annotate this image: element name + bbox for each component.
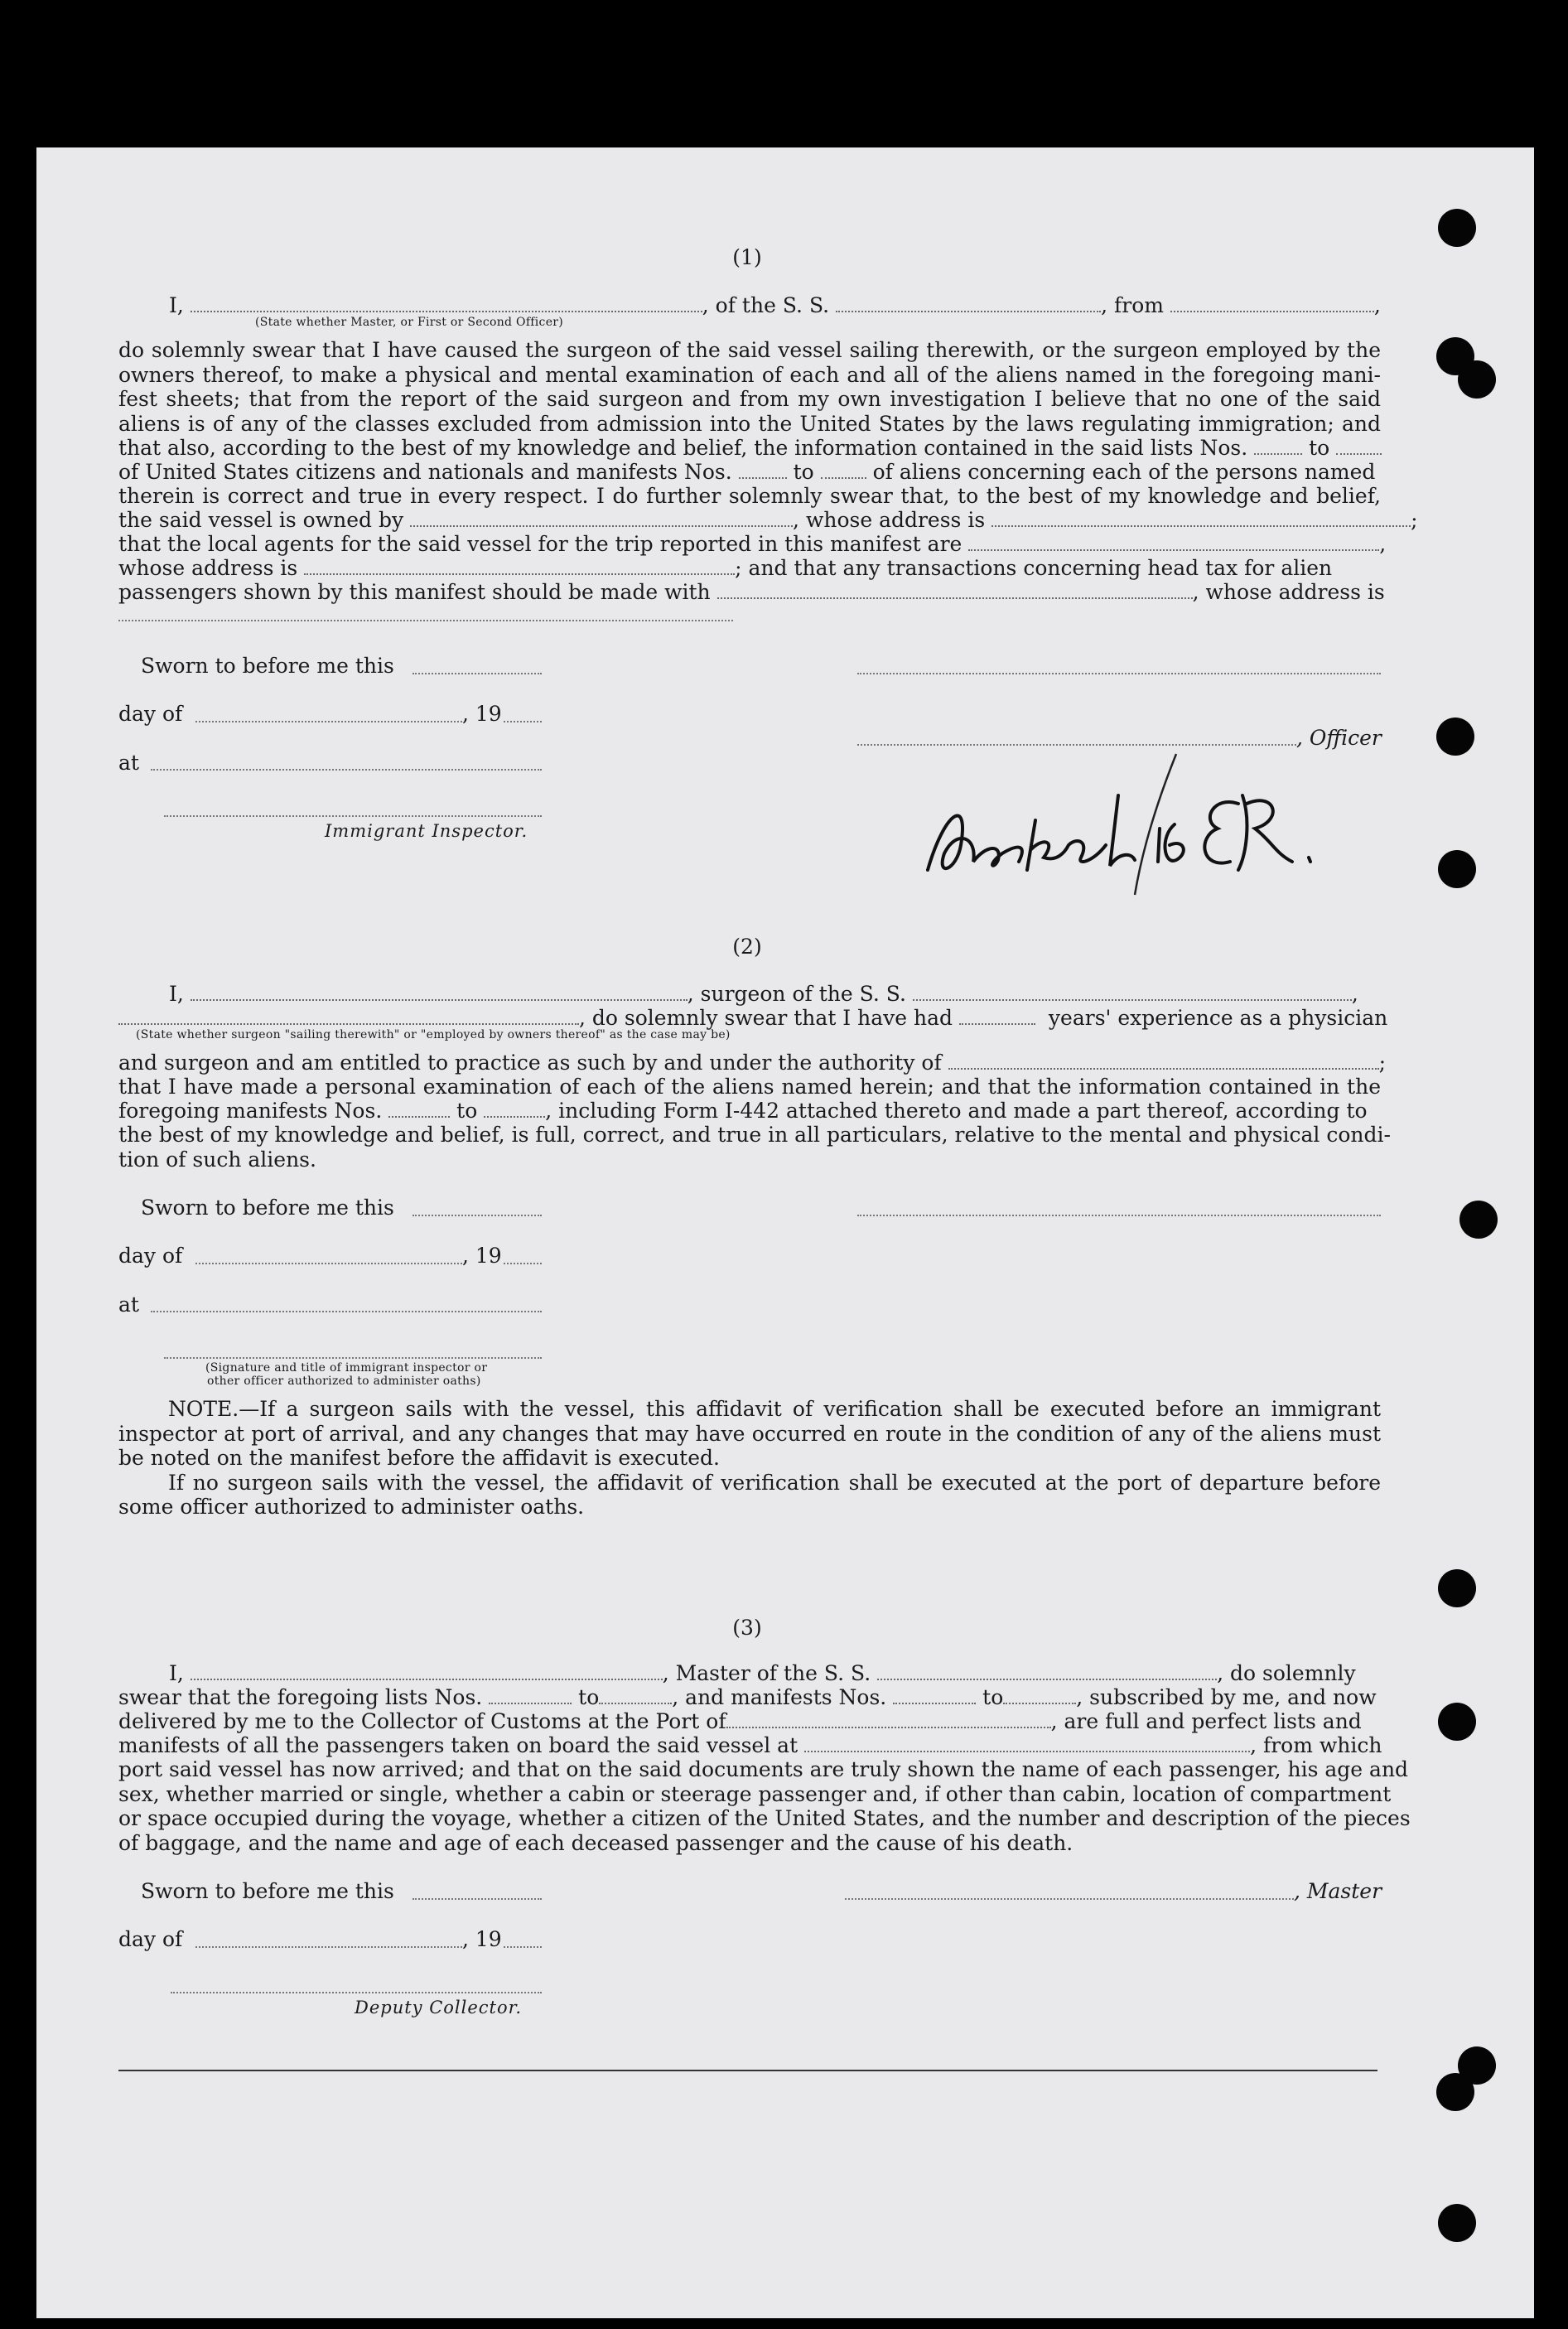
deputy-collector-label: Deputy Collector. <box>355 1998 523 2017</box>
text-line: that I have made a personal examination of each of the aliens named herein; and that the information contained in the <box>118 1075 1381 1099</box>
form-line <box>118 1099 1368 1123</box>
blank-field[interactable] <box>191 296 702 312</box>
punch-hole <box>1436 718 1474 756</box>
form-label: at <box>118 751 139 775</box>
form-text: , from which <box>1250 1733 1382 1757</box>
text-line: or space occupied during the voyage, whether a citizen of the United States, and the number and description of the pieces <box>118 1806 1411 1830</box>
text-line: therein is correct and true in every respect. I do further solemnly swear that, to the best of my knowledge and belief, <box>118 484 1381 508</box>
text-line: aliens is of any of the classes excluded from admission into the United States by the laws regulating immigration; and <box>118 411 1381 436</box>
form-label: Sworn to before me this <box>141 654 394 678</box>
form-text: , do solemnly swear that I have had <box>579 1006 953 1030</box>
blank-field[interactable] <box>717 582 1193 599</box>
blank-field[interactable] <box>304 558 735 575</box>
punch-hole <box>1436 2073 1474 2111</box>
form-text: to <box>456 1099 478 1123</box>
blank-field[interactable] <box>893 1688 976 1704</box>
bottom-rule <box>118 2070 1377 2071</box>
field-note: (State whether surgeon "sailing therewith" or "employed by owners thereof" as the case may be) <box>136 1028 731 1041</box>
form-line <box>118 1685 1377 1710</box>
section-number: (3) <box>732 1616 762 1640</box>
handwritten-annotation <box>911 746 1375 911</box>
blank-field[interactable] <box>821 462 866 479</box>
field-note: (State whether Master, or First or Second Officer) <box>255 316 564 329</box>
blank-field[interactable] <box>118 620 733 621</box>
form-line <box>118 460 1375 485</box>
blank-field[interactable] <box>948 1053 1379 1070</box>
blank-field[interactable] <box>191 1664 663 1680</box>
form-text: , of the S. S. <box>702 293 830 317</box>
blank-field[interactable] <box>195 1946 462 1948</box>
section-number: (1) <box>732 245 762 269</box>
form-text: , <box>1351 982 1358 1006</box>
form-text: to <box>578 1685 600 1709</box>
form-text: delivered by me to the Collector of Customs at the Port of <box>118 1709 726 1733</box>
signature-line[interactable] <box>845 1898 1294 1900</box>
paragraph <box>118 338 1381 436</box>
form-text: of aliens concerning each of the persons named <box>872 460 1376 484</box>
blank-field[interactable] <box>413 1215 542 1216</box>
blank-field[interactable] <box>195 721 462 722</box>
form-line <box>118 556 1332 581</box>
form-line <box>118 532 1386 557</box>
form-text: , <box>1379 532 1387 556</box>
blank-field[interactable] <box>151 769 542 771</box>
form-text: to <box>1309 436 1330 460</box>
form-text: , whose address is <box>793 508 986 532</box>
blank-field[interactable] <box>1003 1688 1076 1704</box>
form-text: that the local agents for the said vessel for the trip reported in this manifest are <box>118 532 963 556</box>
note-paragraph <box>118 1397 1381 1520</box>
signature-line[interactable] <box>164 1357 542 1359</box>
form-text: to <box>982 1685 1004 1709</box>
form-text: ; <box>1378 1051 1387 1075</box>
paragraph <box>118 1123 1391 1172</box>
blank-field[interactable] <box>410 510 793 527</box>
blank-field[interactable] <box>1336 438 1382 455</box>
blank-field[interactable] <box>959 1008 1035 1025</box>
paragraph <box>118 1075 1381 1099</box>
punch-hole <box>1458 360 1496 399</box>
form-text: I, <box>169 293 184 317</box>
blank-field[interactable] <box>195 1263 462 1264</box>
punch-hole <box>1438 1569 1476 1607</box>
form-text: of United States citizens and nationals and manifests Nos. <box>118 460 732 484</box>
punch-hole <box>1438 1703 1476 1741</box>
form-text: I, <box>169 1661 184 1685</box>
blank-field[interactable] <box>726 1712 1051 1728</box>
blank-field[interactable] <box>489 1688 572 1704</box>
blank-field[interactable] <box>504 721 542 722</box>
form-line <box>118 1051 1386 1075</box>
form-text: , including Form I-442 attached thereto and made a part thereof, according to <box>545 1099 1368 1123</box>
blank-field[interactable] <box>599 1688 672 1704</box>
form-line <box>169 1661 1356 1686</box>
form-text: passengers shown by this manifest should be made with <box>118 580 711 604</box>
blank-field[interactable] <box>504 1946 542 1948</box>
form-text: foregoing manifests Nos. <box>118 1099 383 1123</box>
form-text: and surgeon and am entitled to practice as such by and under the authority of <box>118 1051 942 1075</box>
form-text: ; and that any transactions concerning head tax for alien <box>735 556 1333 580</box>
blank-field[interactable] <box>413 673 542 674</box>
form-label: Sworn to before me this <box>141 1196 394 1220</box>
form-text: , surgeon of the S. S. <box>687 982 906 1006</box>
form-text: years' experience as a physician <box>1048 1006 1388 1030</box>
punch-hole <box>1438 850 1476 888</box>
signature-note: (Signature and title of immigrant inspector or <box>205 1361 488 1375</box>
form-line <box>118 1709 1362 1734</box>
text-line: of baggage, and the name and age of each deceased passenger and the cause of his death. <box>118 1830 1073 1855</box>
text-line: tion of such aliens. <box>118 1147 316 1172</box>
signature-line[interactable] <box>857 1215 1381 1216</box>
blank-field[interactable] <box>991 510 1411 527</box>
blank-field[interactable] <box>1170 296 1374 312</box>
form-label: day of <box>118 1927 183 1951</box>
blank-field[interactable] <box>1254 438 1302 455</box>
form-text: , do solemnly <box>1217 1661 1356 1685</box>
form-text: , and manifests Nos. <box>672 1685 887 1709</box>
form-text: manifests of all the passengers taken on board the said vessel at <box>118 1733 798 1757</box>
master-label: , Master <box>1294 1879 1382 1903</box>
section-number: (2) <box>732 935 762 959</box>
form-label: day of <box>118 702 183 726</box>
form-label: at <box>118 1293 139 1317</box>
blank-field[interactable] <box>968 534 1379 551</box>
blank-field[interactable] <box>151 1311 542 1312</box>
blank-field[interactable] <box>413 1898 542 1900</box>
punch-hole <box>1438 2204 1476 2242</box>
text-line: NOTE.—If a surgeon sails with the vessel, this affidavit of verification shall be executed before an immigrant <box>168 1397 1381 1421</box>
signature-line[interactable] <box>857 673 1381 674</box>
text-line: some officer authorized to administer oaths. <box>118 1495 585 1519</box>
text-line: If no surgeon sails with the vessel, the affidavit of verification shall be executed at the port of departure before <box>168 1470 1381 1495</box>
form-line <box>118 1006 1387 1031</box>
form-text: swear that the foregoing lists Nos. <box>118 1685 483 1709</box>
form-line <box>169 293 1381 318</box>
punch-hole <box>1459 1201 1498 1239</box>
signature-line[interactable] <box>164 815 542 817</box>
paragraph <box>118 484 1381 509</box>
form-text: , subscribed by me, and now <box>1076 1685 1377 1709</box>
punch-hole <box>1438 209 1476 247</box>
blank-field[interactable] <box>504 1263 542 1264</box>
text-line: port said vessel has now arrived; and that on the said documents are truly shown the name of each passenger, his age and <box>118 1757 1409 1781</box>
form-line <box>118 1733 1382 1758</box>
form-text: that also, according to the best of my knowledge and belief, the information contained in the said lists Nos. <box>118 436 1248 460</box>
form-line <box>118 508 1418 533</box>
form-label: day of <box>118 1244 183 1268</box>
text-line: be noted on the manifest before the affidavit is executed. <box>118 1446 720 1470</box>
form-text: , from <box>1101 293 1164 317</box>
form-text: the said vessel is owned by <box>118 508 404 532</box>
form-label: , 19 <box>462 1927 502 1951</box>
text-line: do solemnly swear that I have caused the surgeon of the said vessel sailing therewith, or the surgeon employed by the <box>118 338 1381 362</box>
blank-field[interactable] <box>118 1008 579 1025</box>
text-line: the best of my knowledge and belief, is full, correct, and true in all particulars, relative to the mental and physical condi- <box>118 1123 1391 1147</box>
signature-note: other officer authorized to administer oaths) <box>207 1375 481 1388</box>
text-line: inspector at port of arrival, and any changes that may have occurred en route in the condition of any of the aliens must <box>118 1421 1381 1446</box>
form-text: to <box>793 460 814 484</box>
form-label: Sworn to before me this <box>141 1879 394 1903</box>
form-text: , whose address is <box>1192 580 1385 604</box>
form-label: , 19 <box>462 1244 502 1268</box>
paragraph <box>118 1757 1411 1855</box>
form-line <box>118 436 1382 461</box>
form-line <box>118 580 1385 605</box>
form-text: I, <box>169 982 184 1006</box>
form-line <box>169 982 1358 1007</box>
blank-field[interactable] <box>836 296 1101 312</box>
text-line: owners thereof, to make a physical and mental examination of each and all of the aliens named in the foregoing mani- <box>118 362 1381 387</box>
officer-label: , Officer <box>1296 726 1382 750</box>
form-text: , are full and perfect lists and <box>1050 1709 1362 1733</box>
blank-field[interactable] <box>388 1101 450 1118</box>
form-label: , 19 <box>462 702 502 726</box>
form-text: whose address is <box>118 556 298 580</box>
signature-line[interactable] <box>171 1992 542 1993</box>
text-line: fest sheets; that from the report of the said surgeon and from my own investigation I believe that no one of the said <box>118 387 1381 411</box>
blank-field[interactable] <box>913 984 1352 1001</box>
text-line: sex, whether married or single, whether a cabin or steerage passenger and, if other than cabin, location of compartment <box>118 1781 1392 1806</box>
blank-field[interactable] <box>804 1736 1250 1752</box>
inspector-label: Immigrant Inspector. <box>325 821 528 841</box>
blank-field[interactable] <box>877 1664 1217 1680</box>
blank-field[interactable] <box>191 984 688 1001</box>
form-text: ; <box>1411 508 1418 532</box>
blank-field[interactable] <box>484 1101 545 1118</box>
form-text: , Master of the S. S. <box>662 1661 871 1685</box>
blank-field[interactable] <box>739 462 787 479</box>
form-text: , <box>1373 293 1381 317</box>
